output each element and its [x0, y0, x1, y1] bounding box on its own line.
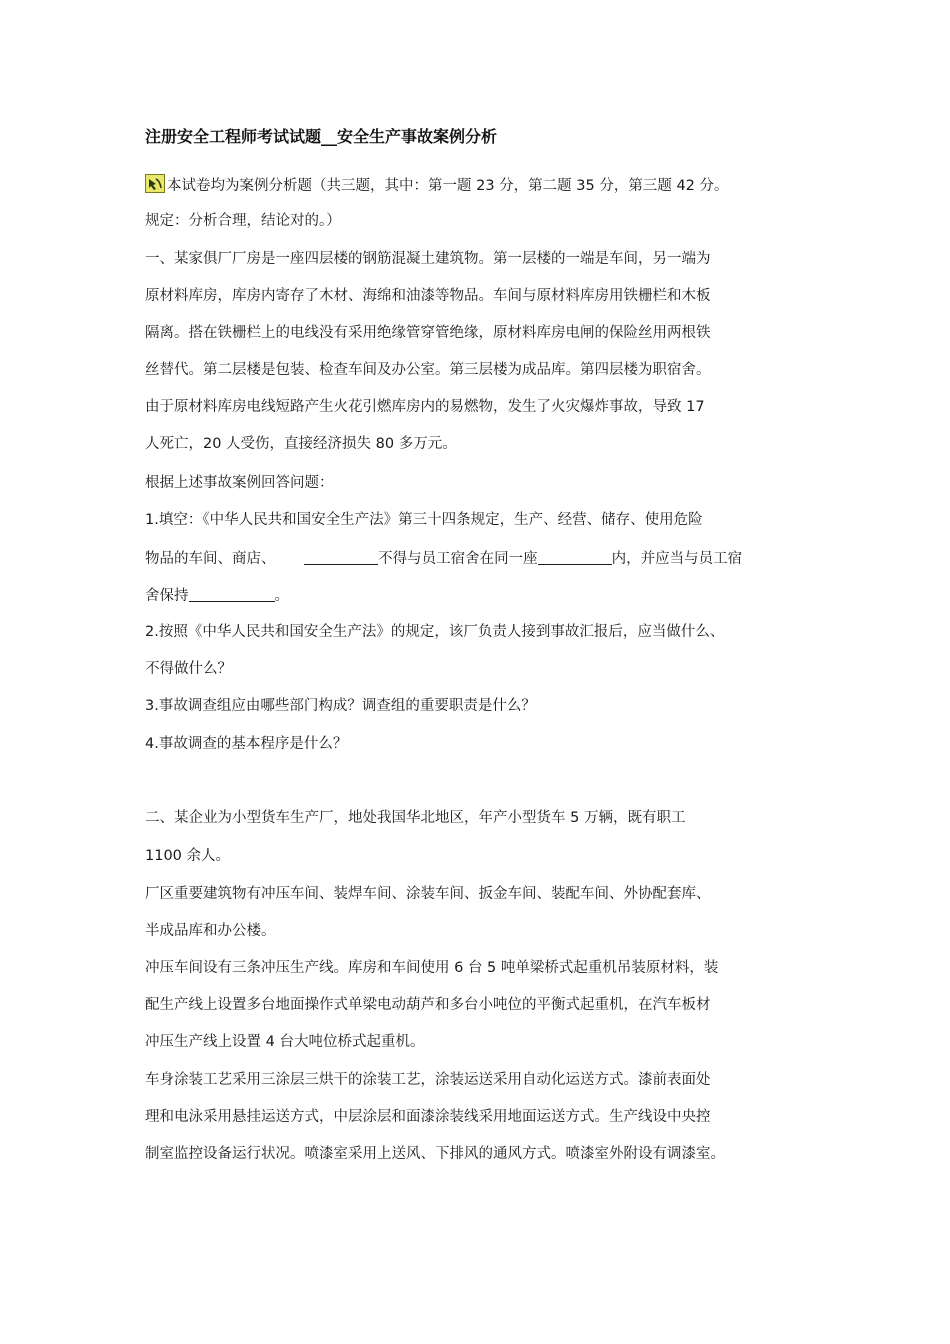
- question-1-text-c: 内，并应当与员工宿: [611, 551, 743, 567]
- question-1-text-b: 不得与员工宿舍在同一座: [378, 551, 538, 567]
- fill-blank-3[interactable]: [189, 585, 275, 602]
- fill-blank-2[interactable]: [538, 548, 612, 565]
- intro-text-1: 本试卷均为案例分析题（共三题，其中：第一题 23 分，第二题 35 分，第三题 42 分。: [167, 178, 729, 194]
- case1-line: 一、某家俱厂厂房是一座四层楼的钢筋混凝土建筑物。第一层楼的一端是车间，另一端为: [145, 251, 711, 267]
- case1-line: 由于原材料库房电线短路产生火花引燃库房内的易燃物，发生了火灾爆炸事故，导致 17: [145, 399, 705, 415]
- case2-line: 配生产线上设置多台地面操作式单梁电动葫芦和多台小吨位的平衡式起重机，在汽车板材: [145, 997, 711, 1013]
- question-2-line-1: 2.按照《中华人民共和国安全生产法》的规定，该厂负责人接到事故汇报后，应当做什么、: [145, 624, 725, 640]
- question-4: 4.事故调查的基本程序是什么？: [145, 736, 348, 752]
- case2-line: 1100 余人。: [145, 848, 231, 864]
- question-1-text-a: 物品的车间、商店、: [145, 551, 276, 567]
- fill-blank-1[interactable]: [304, 548, 378, 565]
- case2-line: 冲压车间设有三条冲压生产线。库房和车间使用 6 台 5 吨单梁桥式起重机吊装原材料，装: [145, 960, 719, 976]
- case2-line: 厂区重要建筑物有冲压车间、装焊车间、涂装车间、扳金车间、装配车间、外协配套库、: [145, 886, 711, 902]
- question-1-line-2: [145, 548, 742, 569]
- case1-prompt: 根据上述事故案例回答问题：: [145, 475, 334, 491]
- question-2-line-2: 不得做什么？: [145, 661, 232, 677]
- case2-line: 理和电泳采用悬挂运送方式，中层涂层和面漆涂装线采用地面运送方式。生产线设中央控: [145, 1109, 711, 1125]
- document-title: 注册安全工程师考试试题__安全生产事故案例分析: [145, 127, 498, 146]
- note-icon: [145, 174, 165, 193]
- case2-line: 车身涂装工艺采用三涂层三烘干的涂装工艺，涂装运送采用自动化运送方式。漆前表面处: [145, 1072, 711, 1088]
- case2-line: 二、某企业为小型货车生产厂，地处我国华北地区，年产小型货车 5 万辆，既有职工: [145, 810, 686, 826]
- question-1-line-1: 1.填空：《中华人民共和国安全生产法》第三十四条规定，生产、经营、储存、使用危险: [145, 512, 703, 528]
- case1-line: 隔离。搭在铁栅栏上的电线没有采用绝缘管穿管绝缘，原材料库房电闸的保险丝用两根铁: [145, 325, 711, 341]
- intro-text-2: 规定：分析合理，结论对的。）: [145, 213, 341, 229]
- question-1-line-3: [145, 585, 289, 606]
- intro-line-1: [145, 174, 729, 196]
- case2-line: 制室监控设备运行状况。喷漆室采用上送风、下排风的通风方式。喷漆室外附设有调漆室。: [145, 1146, 725, 1162]
- question-1-text-e: 。: [274, 588, 289, 604]
- case1-line: 人死亡，20 人受伤，直接经济损失 80 多万元。: [145, 436, 457, 452]
- case2-line: 半成品库和办公楼。: [145, 923, 276, 939]
- case1-line: 丝替代。第二层楼是包装、检查车间及办公室。第三层楼为成品库。第四层楼为职宿舍。: [145, 362, 711, 378]
- case2-line: 冲压生产线上设置 4 台大吨位桥式起重机。: [145, 1034, 425, 1050]
- question-3: 3.事故调查组应由哪些部门构成？调查组的重要职责是什么？: [145, 698, 536, 714]
- case1-line: 原材料库房，库房内寄存了木材、海绵和油漆等物品。车间与原材料库房用铁栅栏和木板: [145, 288, 711, 304]
- question-1-text-d: 舍保持: [145, 588, 189, 604]
